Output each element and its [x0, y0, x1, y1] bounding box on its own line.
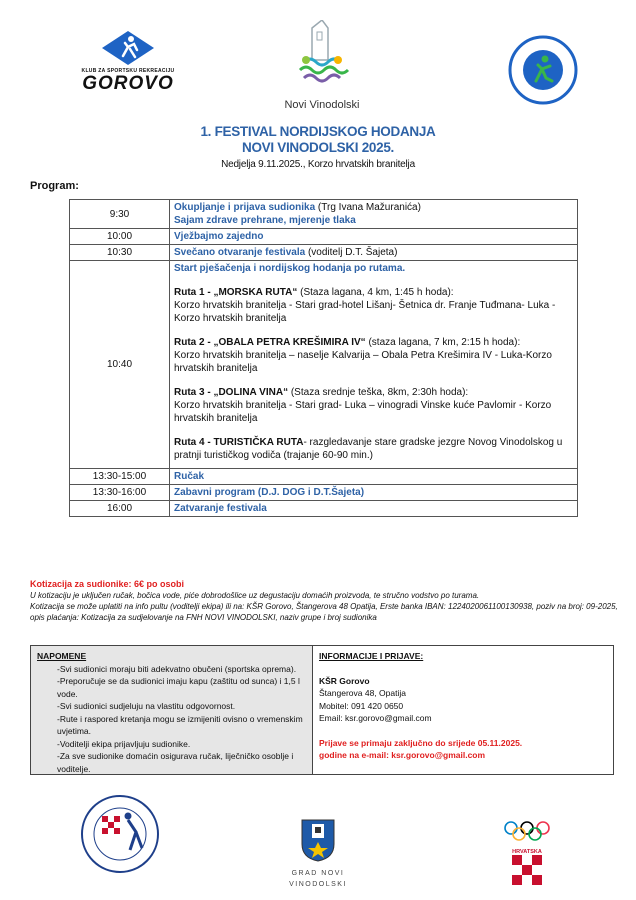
note-item: -Svi sudionici moraju biti adekvatno obučeni (sportska oprema).	[57, 663, 297, 674]
activity-title: Okupljanje i prijava sudionika	[174, 202, 316, 213]
gorovo-club-subtitle: KLUB ZA SPORTSKU REKREACIJU	[81, 68, 175, 74]
route-2	[174, 336, 573, 349]
info-org: KŠR Gorovo	[319, 675, 370, 686]
route-info: (Staza srednje teška, 8km, 2:30h hoda):	[288, 387, 469, 398]
city-name-line1: GRAD NOVI	[291, 870, 345, 877]
info-phone: Mobitel: 091 420 0650	[319, 700, 404, 711]
time-cell: 16:00	[70, 501, 170, 517]
activity-cell	[170, 200, 578, 229]
activity-cell	[170, 469, 578, 485]
route-path: Korzo hrvatskih branitelja – naselje Kalvarija – Obala Petra Krešimira IV - Luka-Korzo hrvatskih branitelja	[174, 350, 552, 374]
runner-icon	[101, 30, 155, 66]
table-row	[70, 469, 578, 485]
table-row	[70, 200, 578, 229]
route-name: Ruta 2 - „OBALA PETRA KREŠIMIRA IV“	[174, 337, 366, 348]
gorovo-club-name: GOROVO	[82, 73, 174, 94]
activity-title: Sajam zdrave prehrane, mjerenje tlaka	[174, 215, 356, 226]
event-title-line1: 1. FESTIVAL NORDIJSKOG HODANJA	[200, 124, 436, 139]
activity-cell	[170, 229, 578, 245]
time-cell: 13:30-16:00	[70, 485, 170, 501]
info-panel	[313, 646, 613, 774]
activity-title: Zatvaranje festivala	[174, 503, 267, 514]
route-4	[174, 436, 573, 462]
event-title-line2: NOVI VINODOLSKI 2025.	[242, 140, 394, 155]
info-title: INFORMACIJE I PRIJAVE:	[319, 651, 424, 661]
route-path: Korzo hrvatskih branitelja - Stari grad- Luka – vinogradi Vinske kuće Pavlomir - Korzo hrvatskih branitelja	[174, 400, 552, 424]
table-row	[70, 485, 578, 501]
note-item: -Voditelji ekipa prijavljuju sudionike.	[57, 738, 191, 749]
activity-title: Ručak	[174, 471, 205, 482]
registration-deadline: Prijave se primaju zaključno do srijede 05.11.2025.	[319, 737, 523, 748]
schedule-table	[69, 199, 578, 517]
croatian-nordic-walking-logo	[80, 792, 160, 877]
activity-cell	[170, 501, 578, 517]
info-address: Štangerova 48, Opatija	[319, 688, 406, 698]
gorovo-club-logo	[78, 30, 178, 105]
notes-panel	[31, 646, 313, 774]
fee-payment: Kotizacija se može uplatiti na info pultu (voditelji ekipa) ili na: KŠR Gorovo, Štangerova 48 Opatija, Erste banka IBAN: 1224020061100130938, poziv na broj: 09-2025, opis plaćanja: Kotizacija za sudjelovanje na FNH NOVI VINODOLSKI, naziv grupe i broj sudionika	[30, 602, 618, 622]
route-path: Korzo hrvatskih branitelja - Stari grad-hotel Lišanj- Šetnica dr. Franje Tuđmana- Luka - Korzo hrvatskih branitelja	[174, 300, 556, 324]
time-cell: 10:00	[70, 229, 170, 245]
note-item: -Preporučuje se da sudionici imaju kapu (zaštitu od sunca) i 1,5 l vode.	[57, 676, 300, 699]
sport-circle-icon	[508, 35, 578, 105]
routes-intro: Start pješačenja i nordijskog hodanja po rutama.	[174, 263, 406, 274]
time-cell: 13:30-15:00	[70, 469, 170, 485]
route-name: Ruta 1 - „MORSKA RUTA“	[174, 287, 298, 298]
route-name: Ruta 4 - TURISTIČKA RUTA	[174, 437, 304, 448]
tourist-board-logo	[272, 20, 372, 115]
activity-detail: (voditelj D.T. Šajeta)	[305, 247, 398, 258]
route-info: - razgledavanje stare gradske jezgre Novog Vinodolskog u pratnji turističkog vodiča (trajanje 60-90 min.)	[174, 437, 563, 461]
activity-title: Zabavni program (D.J. DOG i D.T.Šajeta)	[174, 487, 365, 498]
activity-cell	[170, 485, 578, 501]
registration-email[interactable]: godine na e-mail: ksr.gorovo@gmail.com	[319, 750, 486, 760]
notes-title: NAPOMENE	[37, 651, 87, 661]
table-row	[70, 501, 578, 517]
info-email[interactable]: Email: ksr.gorovo@gmail.com	[319, 713, 432, 723]
event-date-location: Nedjelja 9.11.2025., Korzo hrvatskih branitelja	[221, 159, 415, 170]
route-1	[174, 286, 573, 299]
activity-cell	[170, 245, 578, 261]
table-row	[70, 261, 578, 469]
note-item: -Za sve sudionike domaćin osigurava ručak, liječničko osoblje i voditelje.	[57, 751, 294, 774]
city-novi-vinodolski-logo	[288, 818, 348, 898]
time-cell: 10:30	[70, 245, 170, 261]
note-item: -Svi sudionici sudjeluju na vlastitu odgovornost.	[57, 701, 236, 711]
activity-title: Svečano otvaranje festivala	[174, 247, 306, 258]
fee-title: Kotizacija za sudionike: 6€ po osobi	[30, 579, 185, 589]
activity-detail: (Trg Ivana Mažuranića)	[315, 202, 421, 213]
time-cell: 10:40	[70, 261, 170, 469]
program-label: Program:	[30, 180, 79, 192]
table-row	[70, 245, 578, 261]
notes-info-box	[30, 645, 614, 775]
activity-cell	[170, 261, 578, 469]
tourist-board-caption: Novi Vinodolski	[284, 99, 360, 111]
croatia-label: HRVATSKA	[512, 849, 542, 855]
note-item: -Rute i raspored kretanja mogu se izmijeniti ovisno o vremenskim uvjetima.	[57, 713, 303, 736]
route-name: Ruta 3 - „DOLINA VINA“	[174, 387, 289, 398]
route-3	[174, 386, 573, 399]
tower-waves-icon	[282, 20, 362, 92]
time-cell: 9:30	[70, 200, 170, 229]
city-name-line2: VINODOLSKI	[289, 881, 347, 888]
table-row	[70, 229, 578, 245]
sport-for-all-logo	[508, 35, 578, 105]
croatian-olympic-logo	[502, 820, 552, 890]
route-info: (staza lagana, 7 km, 2:15 h hoda):	[365, 337, 521, 348]
event-header	[0, 124, 636, 170]
route-info: (Staza lagana, 4 km, 1:45 h hoda):	[297, 287, 454, 298]
olympic-rings-icon	[502, 820, 552, 842]
checkerboard-walker-icon	[80, 792, 160, 877]
activity-title: Vježbajmo zajedno	[174, 231, 264, 242]
fee-includes: U kotizaciju je uključen ručak, bočica vode, piće dobrodošlice uz degustaciju domaćih proizvoda, te stručno vodstvo po turama.	[30, 591, 480, 600]
coat-of-arms-icon	[300, 818, 336, 862]
fee-section	[30, 579, 620, 623]
checkerboard-icon	[512, 855, 542, 885]
